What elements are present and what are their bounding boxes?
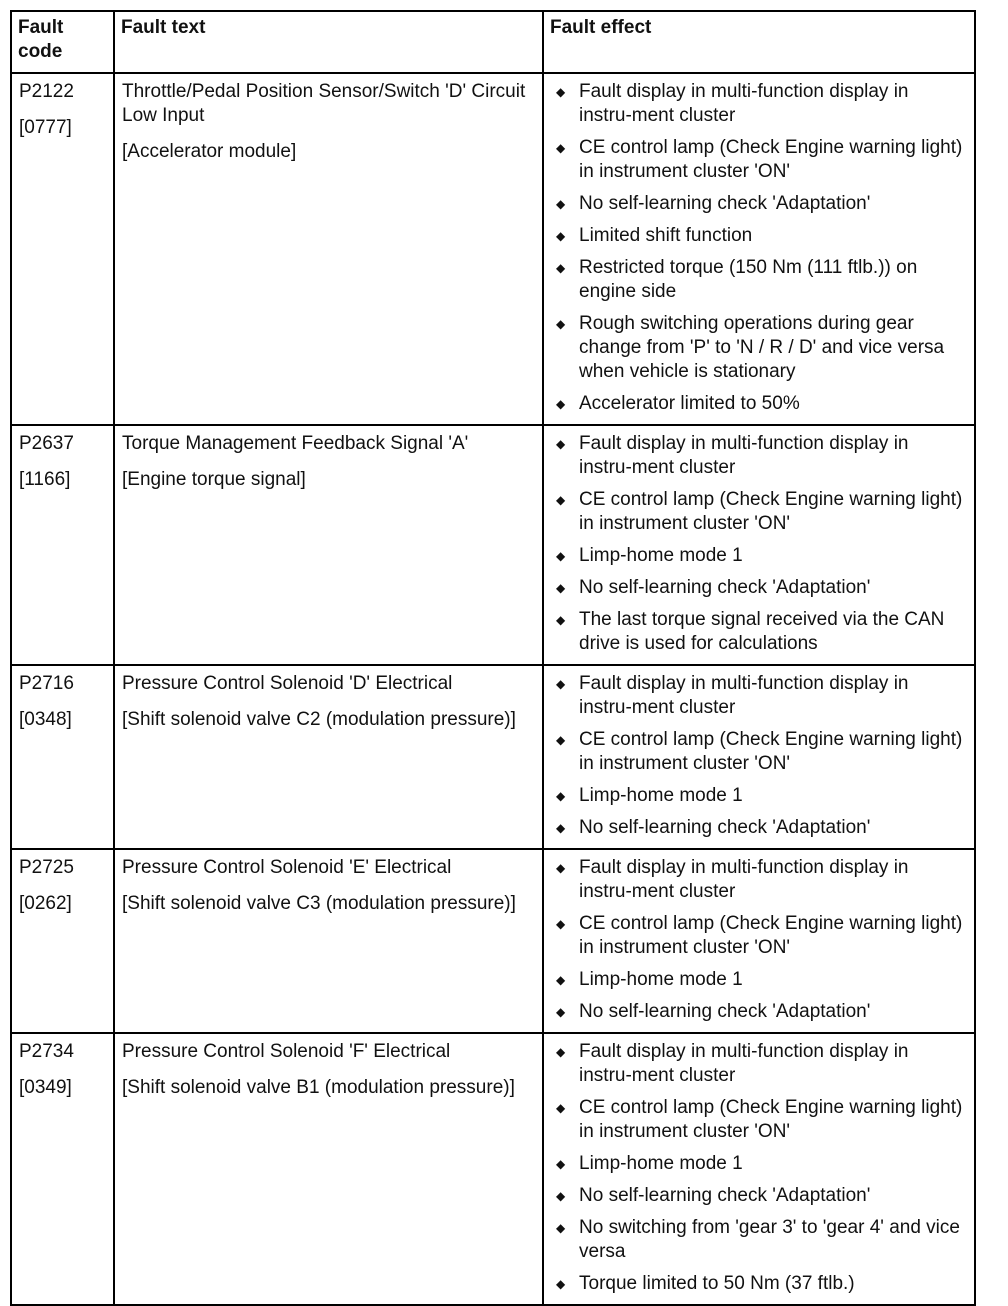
- fault-text: Throttle/Pedal Position Sensor/Switch 'D' Circuit Low Input: [122, 81, 526, 126]
- fault-effect-text: No self-learning check 'Adaptation': [579, 1185, 871, 1206]
- table-body: [11, 73, 975, 1305]
- fault-sub-code: [0348]: [19, 709, 72, 730]
- fault-effect-text: Fault display in multi-function display in instru-ment cluster: [579, 1041, 909, 1086]
- fault-effect-text: CE control lamp (Check Engine warning light) in instrument cluster 'ON': [579, 729, 963, 774]
- fault-effect-text: CE control lamp (Check Engine warning light) in instrument cluster 'ON': [579, 137, 963, 182]
- fault-effect-text: Fault display in multi-function display in instru-ment cluster: [579, 433, 909, 478]
- fault-code-table: [10, 10, 976, 1306]
- diamond-bullet-icon: ◆: [556, 1277, 566, 1291]
- list-item: [550, 432, 968, 480]
- fault-component: [Shift solenoid valve C2 (modulation pressure)]: [122, 709, 516, 730]
- fault-effect-cell: [543, 1033, 975, 1305]
- fault-text: Pressure Control Solenoid 'D' Electrical: [122, 673, 453, 694]
- fault-effect-text: Accelerator limited to 50%: [579, 393, 800, 414]
- fault-effect-text: Fault display in multi-function display in instru-ment cluster: [579, 81, 909, 126]
- fault-effect-text: The last torque signal received via the CAN drive is used for calculations: [579, 609, 945, 654]
- table-row: [11, 665, 975, 849]
- table-row: [11, 73, 975, 425]
- fault-code-cell: [11, 665, 114, 849]
- fault-effect-text: Limp-home mode 1: [579, 785, 743, 806]
- list-item: [550, 672, 968, 720]
- diamond-bullet-icon: ◆: [556, 581, 566, 595]
- list-item: [550, 816, 968, 840]
- fault-effect-text: Limited shift function: [579, 225, 753, 246]
- fault-text-cell: [114, 849, 543, 1033]
- fault-text-cell: [114, 73, 543, 425]
- fault-text-cell: [114, 425, 543, 665]
- diamond-bullet-icon: ◆: [556, 677, 566, 691]
- list-item: [550, 576, 968, 600]
- diamond-bullet-icon: ◆: [556, 973, 566, 987]
- diamond-bullet-icon: ◆: [556, 613, 566, 627]
- table-row: [11, 425, 975, 665]
- fault-effect-text: No self-learning check 'Adaptation': [579, 817, 871, 838]
- diamond-bullet-icon: ◆: [556, 197, 566, 211]
- fault-text-cell: [114, 665, 543, 849]
- diamond-bullet-icon: ◆: [556, 1005, 566, 1019]
- diamond-bullet-icon: ◆: [556, 1045, 566, 1059]
- diamond-bullet-icon: ◆: [556, 1189, 566, 1203]
- fault-component: [Shift solenoid valve C3 (modulation pressure)]: [122, 893, 516, 914]
- fault-effect-list: [550, 856, 968, 1024]
- fault-code-cell: [11, 1033, 114, 1305]
- fault-effect-text: CE control lamp (Check Engine warning light) in instrument cluster 'ON': [579, 489, 963, 534]
- diamond-bullet-icon: ◆: [556, 549, 566, 563]
- diamond-bullet-icon: ◆: [556, 397, 566, 411]
- list-item: [550, 1216, 968, 1264]
- fault-effect-text: Fault display in multi-function display in instru-ment cluster: [579, 673, 909, 718]
- list-item: [550, 968, 968, 992]
- fault-sub-code: [0777]: [19, 117, 72, 138]
- fault-effect-text: Torque limited to 50 Nm (37 ftlb.): [579, 1273, 855, 1294]
- fault-code: P2637: [19, 433, 74, 454]
- fault-code: P2122: [19, 81, 74, 102]
- diamond-bullet-icon: ◆: [556, 85, 566, 99]
- diamond-bullet-icon: ◆: [556, 1157, 566, 1171]
- diamond-bullet-icon: ◆: [556, 861, 566, 875]
- table-header: [11, 11, 975, 73]
- fault-code: P2725: [19, 857, 74, 878]
- diamond-bullet-icon: ◆: [556, 917, 566, 931]
- fault-code-cell: [11, 849, 114, 1033]
- list-item: [550, 256, 968, 304]
- fault-effect-text: Rough switching operations during gear change from 'P' to 'N / R / D' and vice versa when vehicle is stationary: [579, 313, 945, 382]
- fault-effect-list: [550, 432, 968, 656]
- fault-component: [Engine torque signal]: [122, 469, 306, 490]
- diamond-bullet-icon: ◆: [556, 141, 566, 155]
- fault-effect-text: No self-learning check 'Adaptation': [579, 193, 871, 214]
- diamond-bullet-icon: ◆: [556, 317, 566, 331]
- header-fault-code: Fault code: [11, 11, 114, 73]
- list-item: [550, 544, 968, 568]
- list-item: [550, 784, 968, 808]
- diamond-bullet-icon: ◆: [556, 261, 566, 275]
- fault-sub-code: [0262]: [19, 893, 72, 914]
- list-item: [550, 912, 968, 960]
- fault-text: Pressure Control Solenoid 'E' Electrical: [122, 857, 452, 878]
- fault-component: [Accelerator module]: [122, 141, 297, 162]
- diamond-bullet-icon: ◆: [556, 1221, 566, 1235]
- table-row: [11, 1033, 975, 1305]
- fault-sub-code: [1166]: [19, 469, 71, 490]
- diamond-bullet-icon: ◆: [556, 1101, 566, 1115]
- fault-effect-list: [550, 672, 968, 840]
- fault-sub-code: [0349]: [19, 1077, 72, 1098]
- fault-text: Pressure Control Solenoid 'F' Electrical: [122, 1041, 451, 1062]
- list-item: [550, 1096, 968, 1144]
- fault-code: P2734: [19, 1041, 74, 1062]
- fault-effect-cell: [543, 73, 975, 425]
- fault-effect-cell: [543, 849, 975, 1033]
- fault-component: [Shift solenoid valve B1 (modulation pressure)]: [122, 1077, 515, 1098]
- header-row: [11, 11, 975, 73]
- fault-effect-text: Fault display in multi-function display in instru-ment cluster: [579, 857, 909, 902]
- fault-effect-cell: [543, 665, 975, 849]
- fault-code: P2716: [19, 673, 74, 694]
- fault-effect-text: CE control lamp (Check Engine warning light) in instrument cluster 'ON': [579, 913, 963, 958]
- fault-effect-text: No self-learning check 'Adaptation': [579, 1001, 871, 1022]
- diamond-bullet-icon: ◆: [556, 789, 566, 803]
- fault-effect-text: Limp-home mode 1: [579, 545, 743, 566]
- list-item: [550, 728, 968, 776]
- table-row: [11, 849, 975, 1033]
- fault-effect-text: Limp-home mode 1: [579, 969, 743, 990]
- list-item: [550, 488, 968, 536]
- fault-effect-text: No self-learning check 'Adaptation': [579, 577, 871, 598]
- list-item: [550, 608, 968, 656]
- list-item: [550, 856, 968, 904]
- list-item: [550, 1272, 968, 1296]
- list-item: [550, 192, 968, 216]
- fault-code-cell: [11, 73, 114, 425]
- fault-effect-text: Limp-home mode 1: [579, 1153, 743, 1174]
- fault-effect-list: [550, 80, 968, 416]
- diamond-bullet-icon: ◆: [556, 821, 566, 835]
- fault-effect-cell: [543, 425, 975, 665]
- list-item: [550, 1040, 968, 1088]
- fault-text-cell: [114, 1033, 543, 1305]
- fault-code-cell: [11, 425, 114, 665]
- list-item: [550, 312, 968, 384]
- list-item: [550, 80, 968, 128]
- list-item: [550, 1184, 968, 1208]
- diamond-bullet-icon: ◆: [556, 229, 566, 243]
- header-fault-effect: Fault effect: [543, 11, 975, 73]
- diamond-bullet-icon: ◆: [556, 493, 566, 507]
- diamond-bullet-icon: ◆: [556, 733, 566, 747]
- fault-effect-text: Restricted torque (150 Nm (111 ftlb.)) on engine side: [579, 257, 918, 302]
- list-item: [550, 392, 968, 416]
- list-item: [550, 1000, 968, 1024]
- fault-effect-list: [550, 1040, 968, 1296]
- list-item: [550, 224, 968, 248]
- fault-effect-text: CE control lamp (Check Engine warning light) in instrument cluster 'ON': [579, 1097, 963, 1142]
- header-fault-text: Fault text: [114, 11, 543, 73]
- list-item: [550, 136, 968, 184]
- fault-text: Torque Management Feedback Signal 'A': [122, 433, 469, 454]
- fault-effect-text: No switching from 'gear 3' to 'gear 4' and vice versa: [579, 1217, 960, 1262]
- diamond-bullet-icon: ◆: [556, 437, 566, 451]
- list-item: [550, 1152, 968, 1176]
